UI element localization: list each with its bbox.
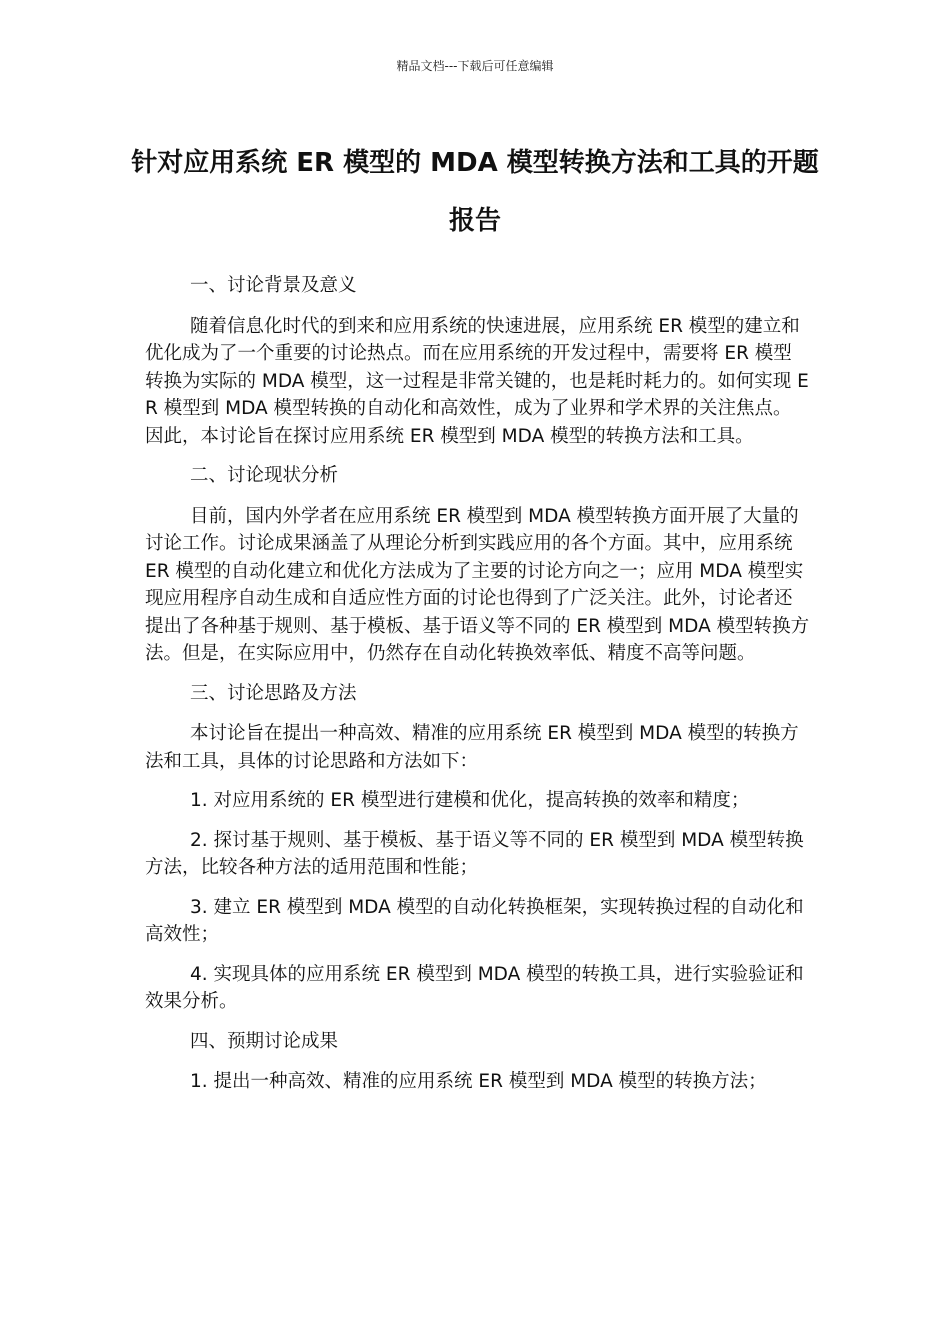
section-heading-background: 一、讨论背景及意义 (190, 275, 357, 296)
section-heading-status: 二、讨论现状分析 (190, 465, 339, 486)
list-item-result-1: 1. 提出一种高效、精准的应用系统 ER 模型到 MDA 模型的转换方法； (190, 1071, 767, 1092)
list-item-method-1: 1. 对应用系统的 ER 模型进行建模和优化，提高转换的效率和精度； (190, 790, 750, 811)
header-note: 精品文档---下载后可任意编辑 (396, 59, 554, 73)
list-item-method-4: 4. 实现具体的应用系统 ER 模型到 MDA 模型的转换工具，进行实验验证和效果分析。 (145, 963, 804, 1012)
paragraph-background: 随着信息化时代的到来和应用系统的快速进展，应用系统 ER 模型的建立和优化成为了一个重要的讨论热点。而在应用系统的开发过程中，需要将 ER 模型转换为实际的 MDA 模型，这一过程是非常关键的，也是耗时耗力的。如何实现 ER 模型到 MDA 模型转换的自动化和高效性，成为了业界和学术界的关注焦点。因此，本讨论旨在探讨应用系统 ER 模型到 MDA 模型的转换方法和工具。 (145, 315, 809, 447)
list-item-method-2: 2. 探讨基于规则、基于模板、基于语义等不同的 ER 模型到 MDA 模型转换方法，比较各种方法的适用范围和性能； (145, 829, 804, 878)
document-body (145, 272, 810, 1108)
section-heading-results: 四、预期讨论成果 (190, 1030, 339, 1052)
paragraph-status: 目前，国内外学者在应用系统 ER 模型到 MDA 模型转换方面开展了大量的讨论工作。讨论成果涵盖了从理论分析到实践应用的各个方面。其中，应用系统 ER 模型的自动化建立和优化方法成为了主要的讨论方向之一；应用 MDA 模型实现应用程序自动生成和自适应性方面的讨论也得到了广泛关注。此外，讨论者还提出了各种基于规则、基于模板、基于语义等不同的 ER 模型到 MDA 模型转换方法。但是，在实际应用中，仍然存在自动化转换效率低、精度不高等问题。 (145, 505, 810, 664)
paragraph-method-intro: 本讨论旨在提出一种高效、精准的应用系统 ER 模型到 MDA 模型的转换方法和工具，具体的讨论思路和方法如下： (145, 723, 799, 772)
section-heading-method: 三、讨论思路及方法 (190, 682, 357, 704)
list-item-method-3: 3. 建立 ER 模型到 MDA 模型的自动化转换框架，实现转换过程的自动化和高效性； (145, 896, 804, 945)
document-title: 针对应用系统 ER 模型的 MDA 模型转换方法和工具的开题报告 (131, 148, 819, 236)
